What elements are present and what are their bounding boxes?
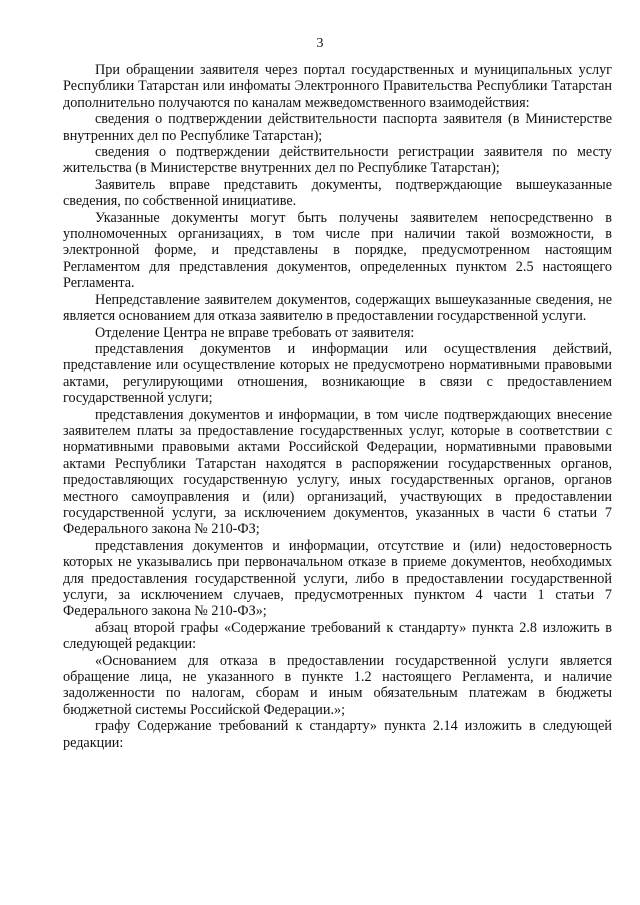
paragraph: Отделение Центра не вправе требовать от заявителя: [95,324,415,341]
paragraph: представления документов и информации, в том числе подтверждающих внесение заявителем платы за предоставление государственных услуг, которые в соответствии с нормативными правовыми актами Российской Федерации, нормативными правовыми актами Республики Татарстан находятся в распоряжении государственных органов, предоставляющих государственную услугу, иных государственных органов, органов местного самоуправления и (или) организаций, участвующих в предоставлении государственной услуги, за исключением документов, указанных в части 6 статьи 7 Федерального закона № 210-ФЗ; [63,406,612,538]
paragraph: представления документов и информации, отсутствие и (или) недостоверность которых не указывались при первоначальном отказе в приеме документов, необходимых для предоставления государственной услуги, либо в предоставлении государственной услуги, за исключением случаев, предусмотренных пунктом 4 части 1 статьи 7 Федерального закона № 210-ФЗ»; [63,537,612,620]
paragraph: При обращении заявителя через портал государственных и муниципальных услуг Республики Татарстан или инфоматы Электронного Правительства Республики Татарстан дополнительно получаются по каналам межведомственного взаимодействия: [63,62,612,111]
paragraph: сведения о подтверждении действительности регистрации заявителя по месту жительства (в Министерстве внутренних дел по Республике Татарстан); [63,144,612,177]
page-number: 3 [316,36,324,51]
document-body [63,62,612,751]
paragraph: «Основанием для отказа в предоставлении государственной услуги является обращение лица, не указанного в пункте 1.2 настоящего Регламента, и наличие задолженности по налогам, сборам и иным обязательным платежам в бюджеты бюджетной системы Российской Федерации.»; [63,652,612,718]
paragraph: сведения о подтверждении действительности паспорта заявителя (в Министерстве внутренних дел по Республике Татарстан); [63,111,612,144]
paragraph: Указанные документы могут быть получены заявителем непосредственно в уполномоченных организациях, в том числе при наличии такой возможности, в электронной форме, и представлены в порядке, предусмотренном настоящим Регламентом для представления документов, определенных пунктом 2.5 настоящего Регламента. [63,209,612,292]
paragraph: абзац второй графы «Содержание требований к стандарту» пункта 2.8 изложить в следующей редакции: [63,619,612,653]
paragraph: представления документов и информации или осуществления действий, представление или осуществление которых не предусмотрено нормативными правовыми актами, регулирующими отношения, возникающие в связи с предоставлением государственной услуги; [63,340,612,407]
paragraph: Непредставление заявителем документов, содержащих вышеуказанные сведения, не является основанием для отказа заявителю в предоставлении государственной услуги. [63,291,612,325]
paragraph: графу Содержание требований к стандарту» пункта 2.14 изложить в следующей редакции: [63,718,612,751]
paragraph: Заявитель вправе представить документы, подтверждающие вышеуказанные сведения, по собственной инициативе. [63,176,612,210]
